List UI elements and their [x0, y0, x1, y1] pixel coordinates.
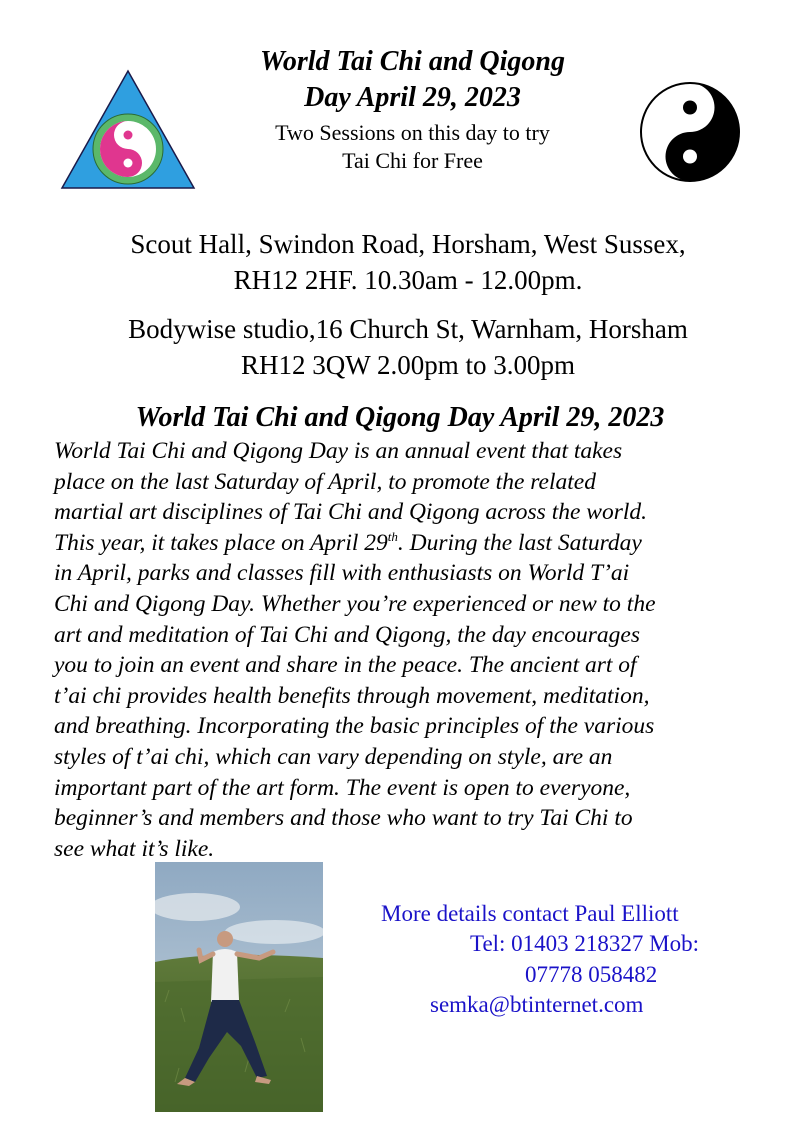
session-1-time: RH12 2HF. 10.30am - 12.00pm.	[233, 265, 583, 295]
body-line: in April, parks and classes fill with enthusiasts on World T’ai	[54, 560, 630, 587]
body-line: Chi and Qigong Day. Whether you’re experienced or new to the	[54, 590, 656, 617]
page-title-line1: World Tai Chi and Qigong	[260, 46, 565, 77]
body-line: beginner’s and members and those who want to try Tai Chi to	[54, 805, 633, 832]
body-line-tail: . During the last Saturday	[397, 529, 642, 556]
tai-chi-photo	[155, 862, 323, 1112]
subtitle-line2: Tai Chi for Free	[342, 148, 483, 173]
body-line: t’ai chi provides health benefits through movement, meditation,	[54, 682, 650, 709]
contact-email[interactable]: semka@btinternet.com	[430, 992, 644, 1017]
page-title-line2: Day April 29, 2023	[304, 82, 521, 113]
body-line-with-superscript	[54, 528, 754, 559]
body-line: place on the last Saturday of April, to promote the related	[54, 468, 596, 495]
ordinal-superscript: th	[387, 528, 398, 544]
session-2-time: RH12 3QW 2.00pm to 3.00pm	[240, 350, 575, 380]
body-line: art and meditation of Tai Chi and Qigong, the day encourages	[54, 621, 640, 648]
body-line: World Tai Chi and Qigong Day is an annual event that takes	[54, 438, 623, 464]
body-line: you to join an event and share in the peace. The ancient art of	[54, 652, 637, 679]
contact-phone: Tel: 01403 218327 Mob:	[470, 931, 700, 956]
contact-mobile: 07778 058482	[525, 962, 658, 987]
body-line-start: This year, it takes place on April 29	[54, 529, 388, 556]
contact-name: More details contact Paul Elliott	[381, 901, 679, 926]
session-2-location: Bodywise studio,16 Church St, Warnham, Horsham	[128, 314, 688, 344]
yin-yang-icon	[638, 80, 742, 184]
body-line: styles of t’ai chi, which can vary depending on style, are an	[54, 743, 613, 770]
body-line: important part of the art form. The event is open to everyone,	[54, 774, 631, 801]
body-line: see what it’s like.	[54, 835, 215, 862]
article-body	[54, 436, 754, 864]
body-line: and breathing. Incorporating the basic principles of the various	[54, 713, 655, 740]
body-line: martial art disciplines of Tai Chi and Qigong across the world.	[54, 499, 647, 526]
subtitle-line1: Two Sessions on this day to try	[275, 120, 550, 145]
triangle-yin-yang-icon	[58, 68, 198, 192]
session-1-location: Scout Hall, Swindon Road, Horsham, West Sussex,	[130, 229, 686, 259]
article-heading: World Tai Chi and Qigong Day April 29, 2023	[135, 402, 665, 433]
